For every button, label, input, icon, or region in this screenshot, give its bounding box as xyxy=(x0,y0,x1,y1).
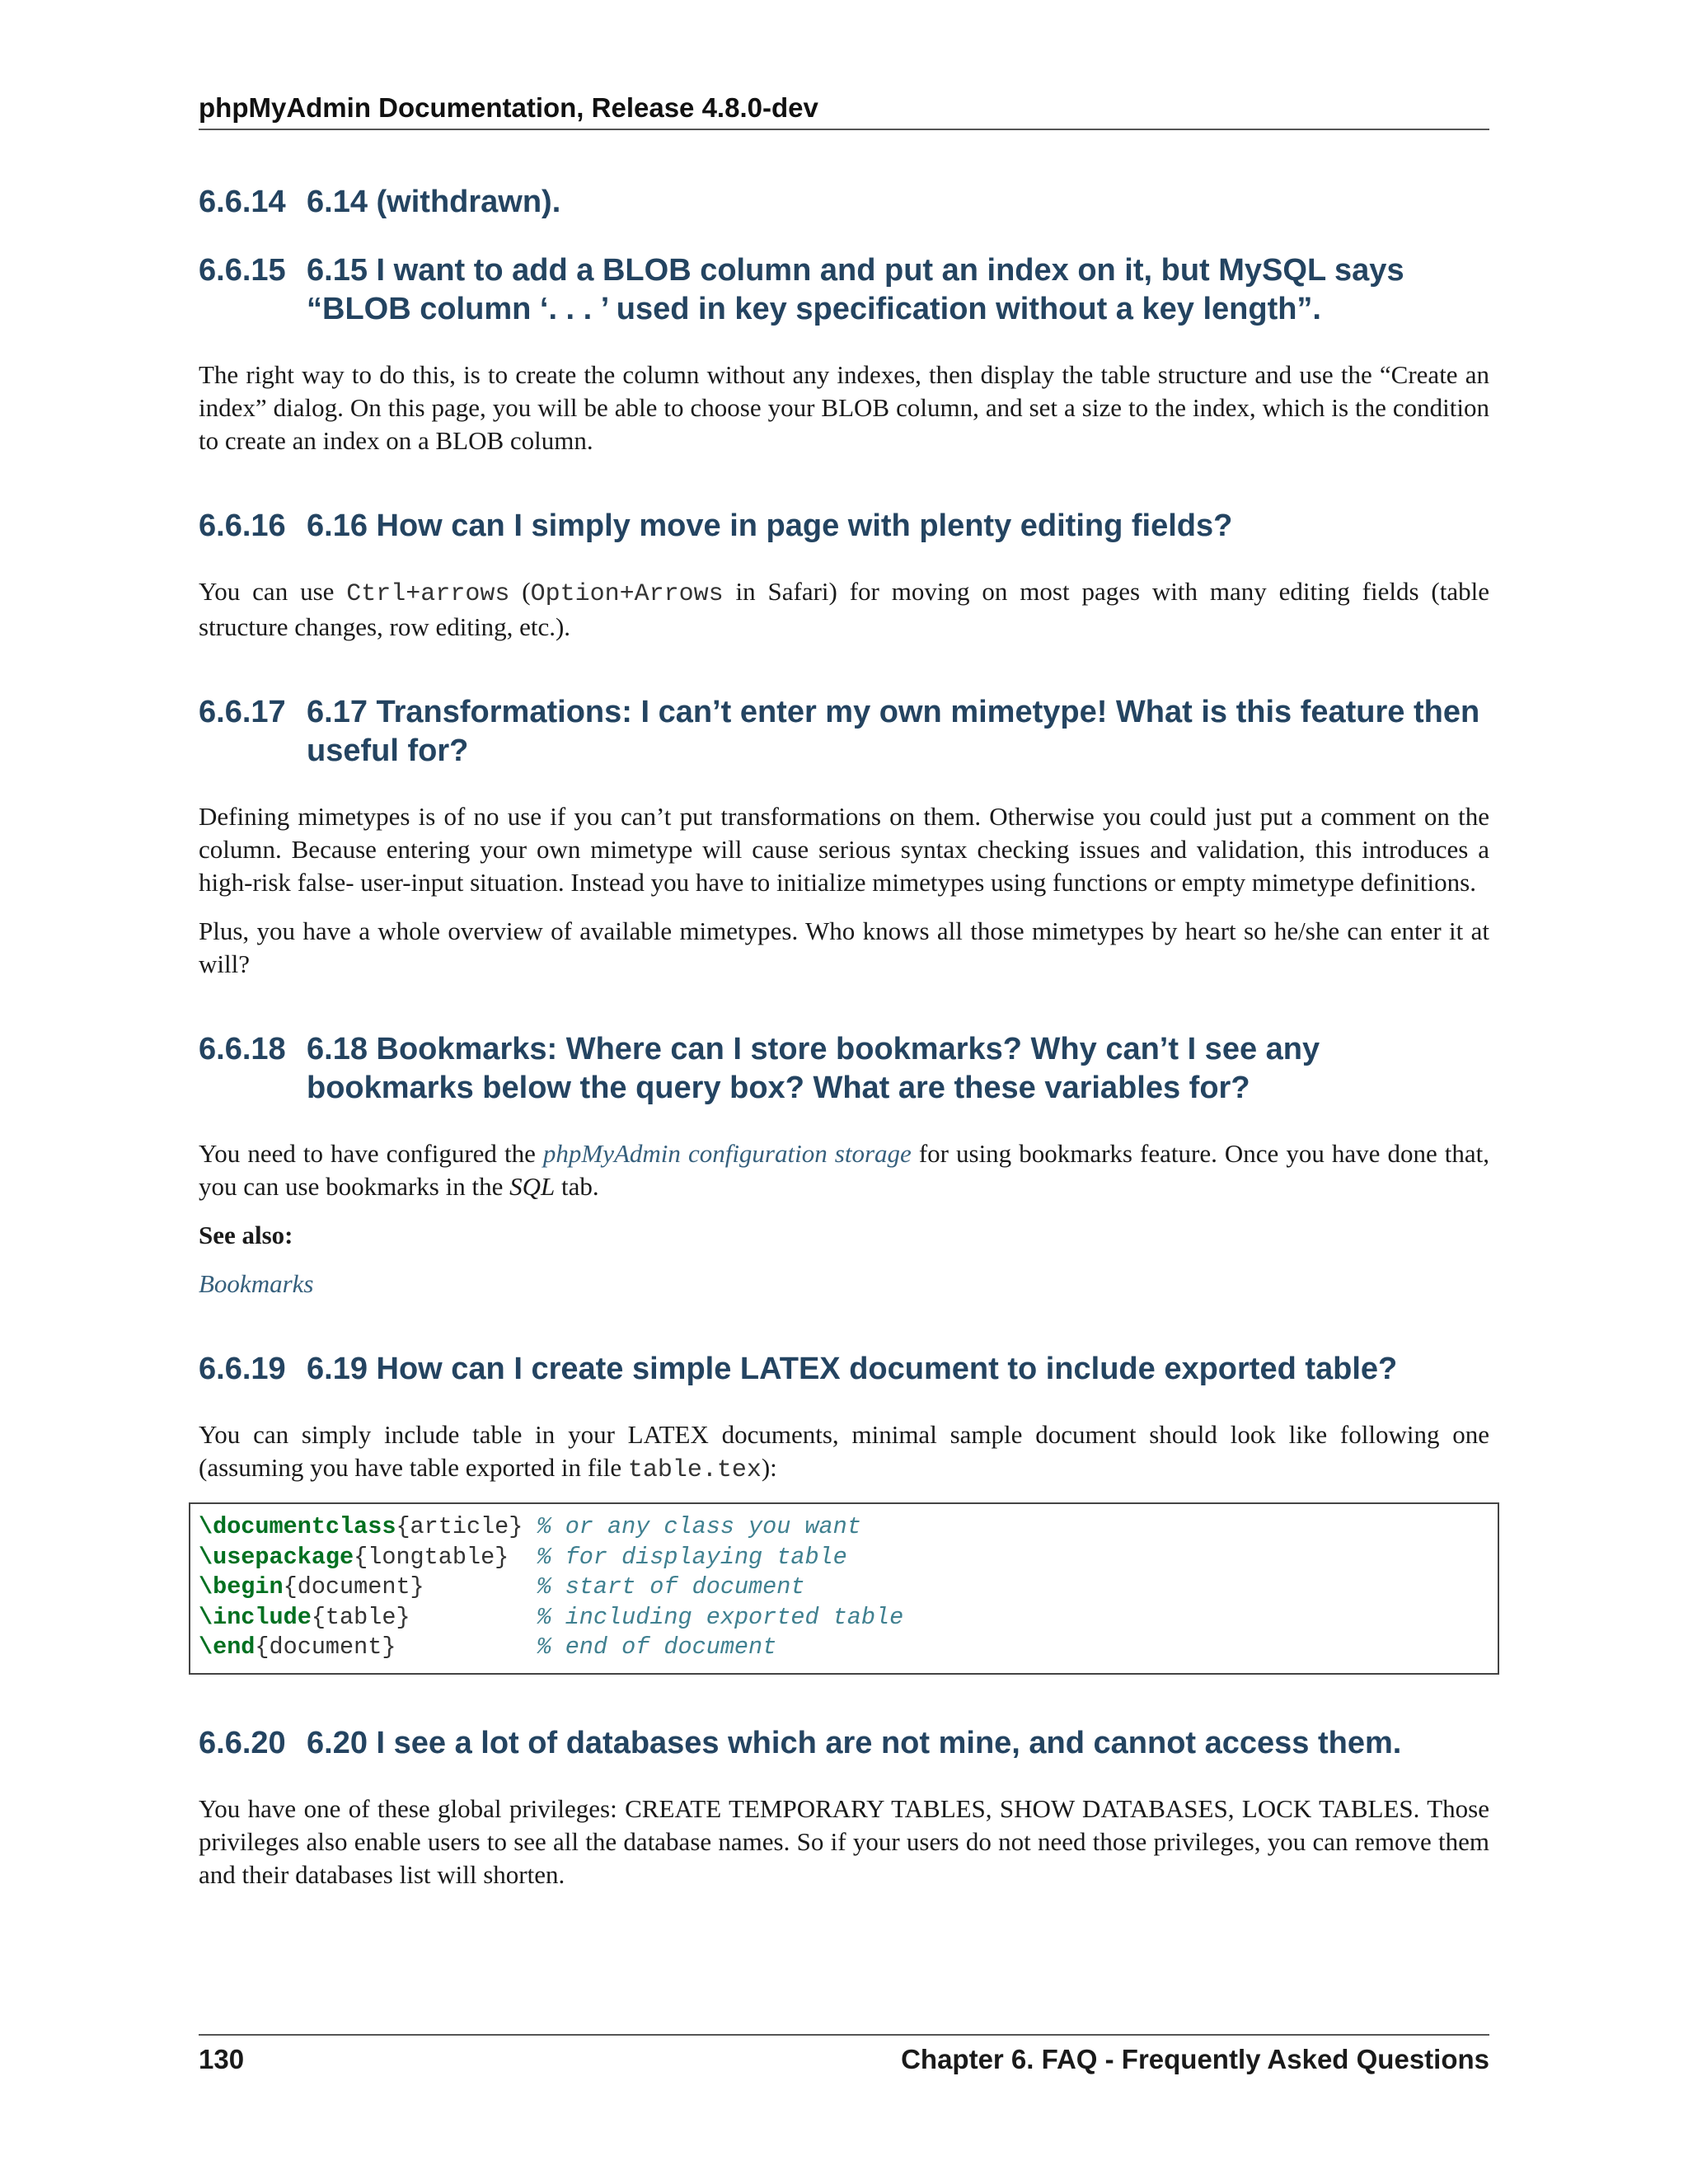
section-title: 6.14 (withdrawn). xyxy=(307,185,561,219)
section-6-6-16 xyxy=(199,507,1489,644)
code-comment: % end of document xyxy=(537,1633,777,1661)
code-padding xyxy=(523,1513,537,1540)
code-padding xyxy=(410,1604,537,1631)
text-run: ( xyxy=(509,577,531,606)
paragraph xyxy=(199,1137,1489,1203)
text-run: in Safari) for moving on most pages with many editing fields (table structure changes, row editing, etc.). xyxy=(199,577,1489,641)
section-number: 6.6.20 xyxy=(199,1725,286,1760)
text-run: You need to have configured the xyxy=(199,1139,543,1168)
section-number: 6.6.19 xyxy=(199,1352,286,1386)
code-comment: % including exported table xyxy=(537,1603,904,1631)
code-command: \include xyxy=(199,1603,312,1631)
code-command: \begin xyxy=(199,1573,284,1601)
text-run: You can use xyxy=(199,577,347,606)
section-number: 6.6.17 xyxy=(199,695,286,729)
section-heading xyxy=(199,693,1489,771)
section-title: 6.19 How can I create simple LATEX document to include exported table? xyxy=(307,1352,1398,1386)
inline-code: Option+Arrows xyxy=(530,580,724,608)
text-run: ): xyxy=(761,1453,777,1482)
section-number: 6.6.15 xyxy=(199,253,286,288)
section-heading xyxy=(199,1350,1489,1389)
section-heading xyxy=(199,1030,1489,1108)
code-command: \usepackage xyxy=(199,1543,354,1571)
section-title: 6.18 Bookmarks: Where can I store bookmarks? Why can’t I see any bookmarks below the query box? What are these variables for? xyxy=(307,1032,1320,1105)
section-number: 6.6.16 xyxy=(199,509,286,543)
code-padding xyxy=(396,1633,537,1661)
see-also-label: See also: xyxy=(199,1221,293,1249)
code-comment: % for displaying table xyxy=(537,1543,847,1571)
paragraph: Plus, you have a whole overview of available mimetypes. Who knows all those mimetypes by heart so he/she can enter it at will? xyxy=(199,916,1489,978)
text-run: You can simply include table in your LATEX documents, minimal sample document should look like following one (assuming you have table exported in file xyxy=(199,1420,1489,1482)
page-content xyxy=(199,183,1489,1941)
code-block xyxy=(189,1502,1499,1675)
code-padding xyxy=(424,1573,537,1601)
section-title: 6.15 I want to add a BLOB column and put an index on it, but MySQL says “BLOB column ‘. . . ’ used in key specification without a key length”. xyxy=(307,253,1404,326)
section-heading xyxy=(199,183,1489,222)
page-footer xyxy=(199,2034,1489,2075)
text-run: for using bookmarks feature. Once you have done that, you can use bookmarks in the xyxy=(199,1139,1489,1201)
code-argument: {table} xyxy=(311,1603,410,1631)
section-6-6-17 xyxy=(199,693,1489,981)
section-6-6-20 xyxy=(199,1724,1489,1891)
code-command: \documentclass xyxy=(199,1513,396,1540)
section-number: 6.6.18 xyxy=(199,1032,286,1066)
section-title: 6.17 Transformations: I can’t enter my own mimetype! What is this feature then useful for? xyxy=(307,695,1480,768)
code-comment: % start of document xyxy=(537,1573,805,1601)
document-page xyxy=(199,0,1489,2184)
text-run: tab. xyxy=(555,1172,599,1201)
emphasis: SQL xyxy=(509,1172,556,1201)
see-also-paragraph xyxy=(199,1268,1489,1301)
section-6-6-18 xyxy=(199,1030,1489,1301)
section-6-6-19 xyxy=(199,1350,1489,1675)
section-heading xyxy=(199,251,1489,329)
section-6-6-14 xyxy=(199,183,1489,222)
section-title: 6.20 I see a lot of databases which are not mine, and cannot access them. xyxy=(307,1725,1402,1760)
section-heading xyxy=(199,507,1489,546)
code-padding xyxy=(509,1544,537,1571)
chapter-title: Chapter 6. FAQ - Frequently Asked Questions xyxy=(901,2044,1489,2074)
code-argument: {document} xyxy=(283,1573,424,1601)
paragraph: Defining mimetypes is of no use if you can’t put transformations on them. Otherwise you could just put a comment on the column. Because entering your own mimetype will cause serious syntax checking issues and validation, this introduces a high-risk false- user-input situation. Instead you have to initialize mimetypes using functions or empty mimetype definitions. xyxy=(199,802,1489,897)
code-line xyxy=(199,1572,1489,1603)
bookmarks-link[interactable]: Bookmarks xyxy=(199,1269,314,1298)
inline-code: Ctrl+arrows xyxy=(346,580,510,608)
code-argument: {document} xyxy=(255,1633,396,1661)
page-number: 130 xyxy=(199,2044,245,2074)
section-heading xyxy=(199,1724,1489,1763)
paragraph xyxy=(199,1418,1489,1487)
code-line xyxy=(199,1603,1489,1633)
section-6-6-15 xyxy=(199,251,1489,457)
code-argument: {longtable} xyxy=(354,1543,509,1571)
paragraph xyxy=(199,575,1489,644)
inline-code: table.tex xyxy=(627,1456,762,1484)
code-comment: % or any class you want xyxy=(537,1513,861,1540)
code-line xyxy=(199,1512,1489,1543)
code-command: \end xyxy=(199,1633,256,1661)
paragraph: The right way to do this, is to create the column without any indexes, then display the table structure and use the “Create an index” dialog. On this page, you will be able to choose your BLOB column, and set a size to the index, which is the condition to create an index on a BLOB column. xyxy=(199,360,1489,455)
code-argument: {article} xyxy=(396,1513,523,1540)
paragraph: You have one of these global privileges: CREATE TEMPORARY TABLES, SHOW DATABASES, LOCK TABLES. Those privileges also enable users to see all the database names. So if your users do not need those privileges, you can remove them and their databases list will shorten. xyxy=(199,1793,1489,1889)
running-header: phpMyAdmin Documentation, Release 4.8.0-dev xyxy=(199,92,1489,130)
section-title: 6.16 How can I simply move in page with plenty editing fields? xyxy=(307,509,1233,543)
code-line xyxy=(199,1543,1489,1573)
config-storage-link[interactable]: phpMyAdmin configuration storage xyxy=(542,1139,912,1168)
code-line xyxy=(199,1633,1489,1663)
section-number: 6.6.14 xyxy=(199,185,286,219)
